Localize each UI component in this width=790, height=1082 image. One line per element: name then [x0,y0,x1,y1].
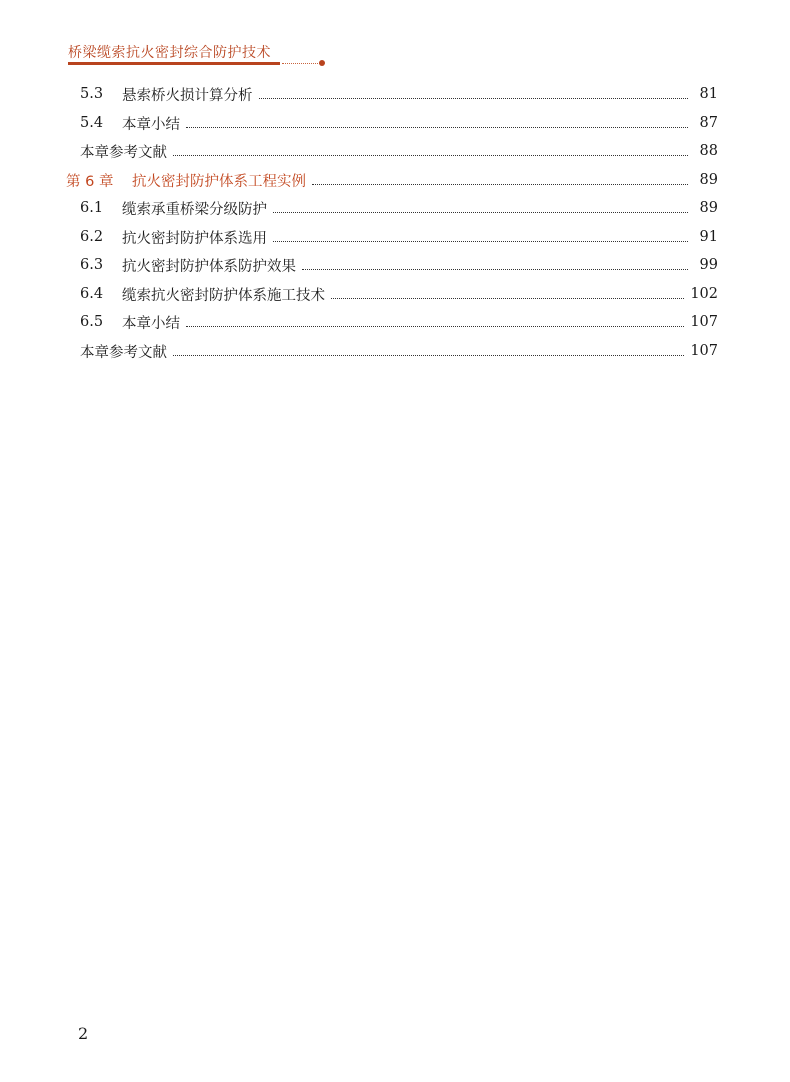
toc-entry-page: 89 [699,172,718,188]
toc-dot-leader [259,98,689,99]
toc-entry-title: 缆索抗火密封防护体系施工技术 [122,287,325,304]
toc-entry-page: 102 [690,286,718,302]
toc-dot-leader [302,269,688,270]
toc-chapter-6 [66,168,718,192]
toc-entry-6-4 [80,282,718,306]
toc-entry-number: 6.5 [80,314,104,330]
toc-entry-page: 107 [690,314,718,330]
toc-entry-5-3 [80,82,718,106]
toc-entry-references-5 [80,139,718,163]
running-header [68,40,328,66]
header-dotted-rule [282,63,322,64]
toc-entry-5-4 [80,111,718,135]
toc-entry-title: 抗火密封防护体系选用 [122,230,267,247]
toc-entry-references-6 [80,339,718,363]
toc-entry-number: 6.4 [80,286,104,302]
toc-dot-leader [273,241,688,242]
toc-entry-title: 本章小结 [122,315,180,332]
toc-dot-leader [173,355,684,356]
toc-entry-number: 6.2 [80,229,104,245]
toc-entry-title: 本章参考文献 [80,344,167,361]
toc-dot-leader [273,212,688,213]
toc-chapter-title: 抗火密封防护体系工程实例 [132,173,306,190]
toc-entry-6-2 [80,225,718,249]
header-rule [68,62,280,65]
toc-entry-title: 缆索承重桥梁分级防护 [122,201,267,218]
toc-entry-title: 悬索桥火损计算分析 [122,87,253,104]
toc-entry-page: 87 [699,115,718,131]
running-header-title: 桥梁缆索抗火密封综合防护技术 [68,45,271,61]
toc-dot-leader [186,127,688,128]
toc-entry-number: 6.3 [80,257,104,273]
toc-entry-number: 6.1 [80,200,104,216]
toc-entry-title: 抗火密封防护体系防护效果 [122,258,296,275]
toc-entry-page: 91 [699,229,718,245]
toc-dot-leader [312,184,688,185]
header-rule-end-dot [319,60,325,66]
toc-entry-title: 本章小结 [122,116,180,133]
toc-dot-leader [186,326,684,327]
toc-dot-leader [331,298,684,299]
toc-entry-page: 89 [699,200,718,216]
toc-dot-leader [173,155,688,156]
toc-entry-6-1 [80,196,718,220]
toc-entry-6-3 [80,253,718,277]
toc-entry-page: 99 [699,257,718,273]
toc-entry-number: 5.4 [80,115,104,131]
toc-entry-page: 107 [690,343,718,359]
toc-chapter-number: 第 6 章 [66,173,114,190]
toc-entry-number: 5.3 [80,86,104,102]
toc-entry-6-5 [80,310,718,334]
page-number: 2 [78,1024,89,1043]
toc-entry-page: 88 [699,143,718,159]
toc-entry-title: 本章参考文献 [80,144,167,161]
toc-entry-page: 81 [699,86,718,102]
